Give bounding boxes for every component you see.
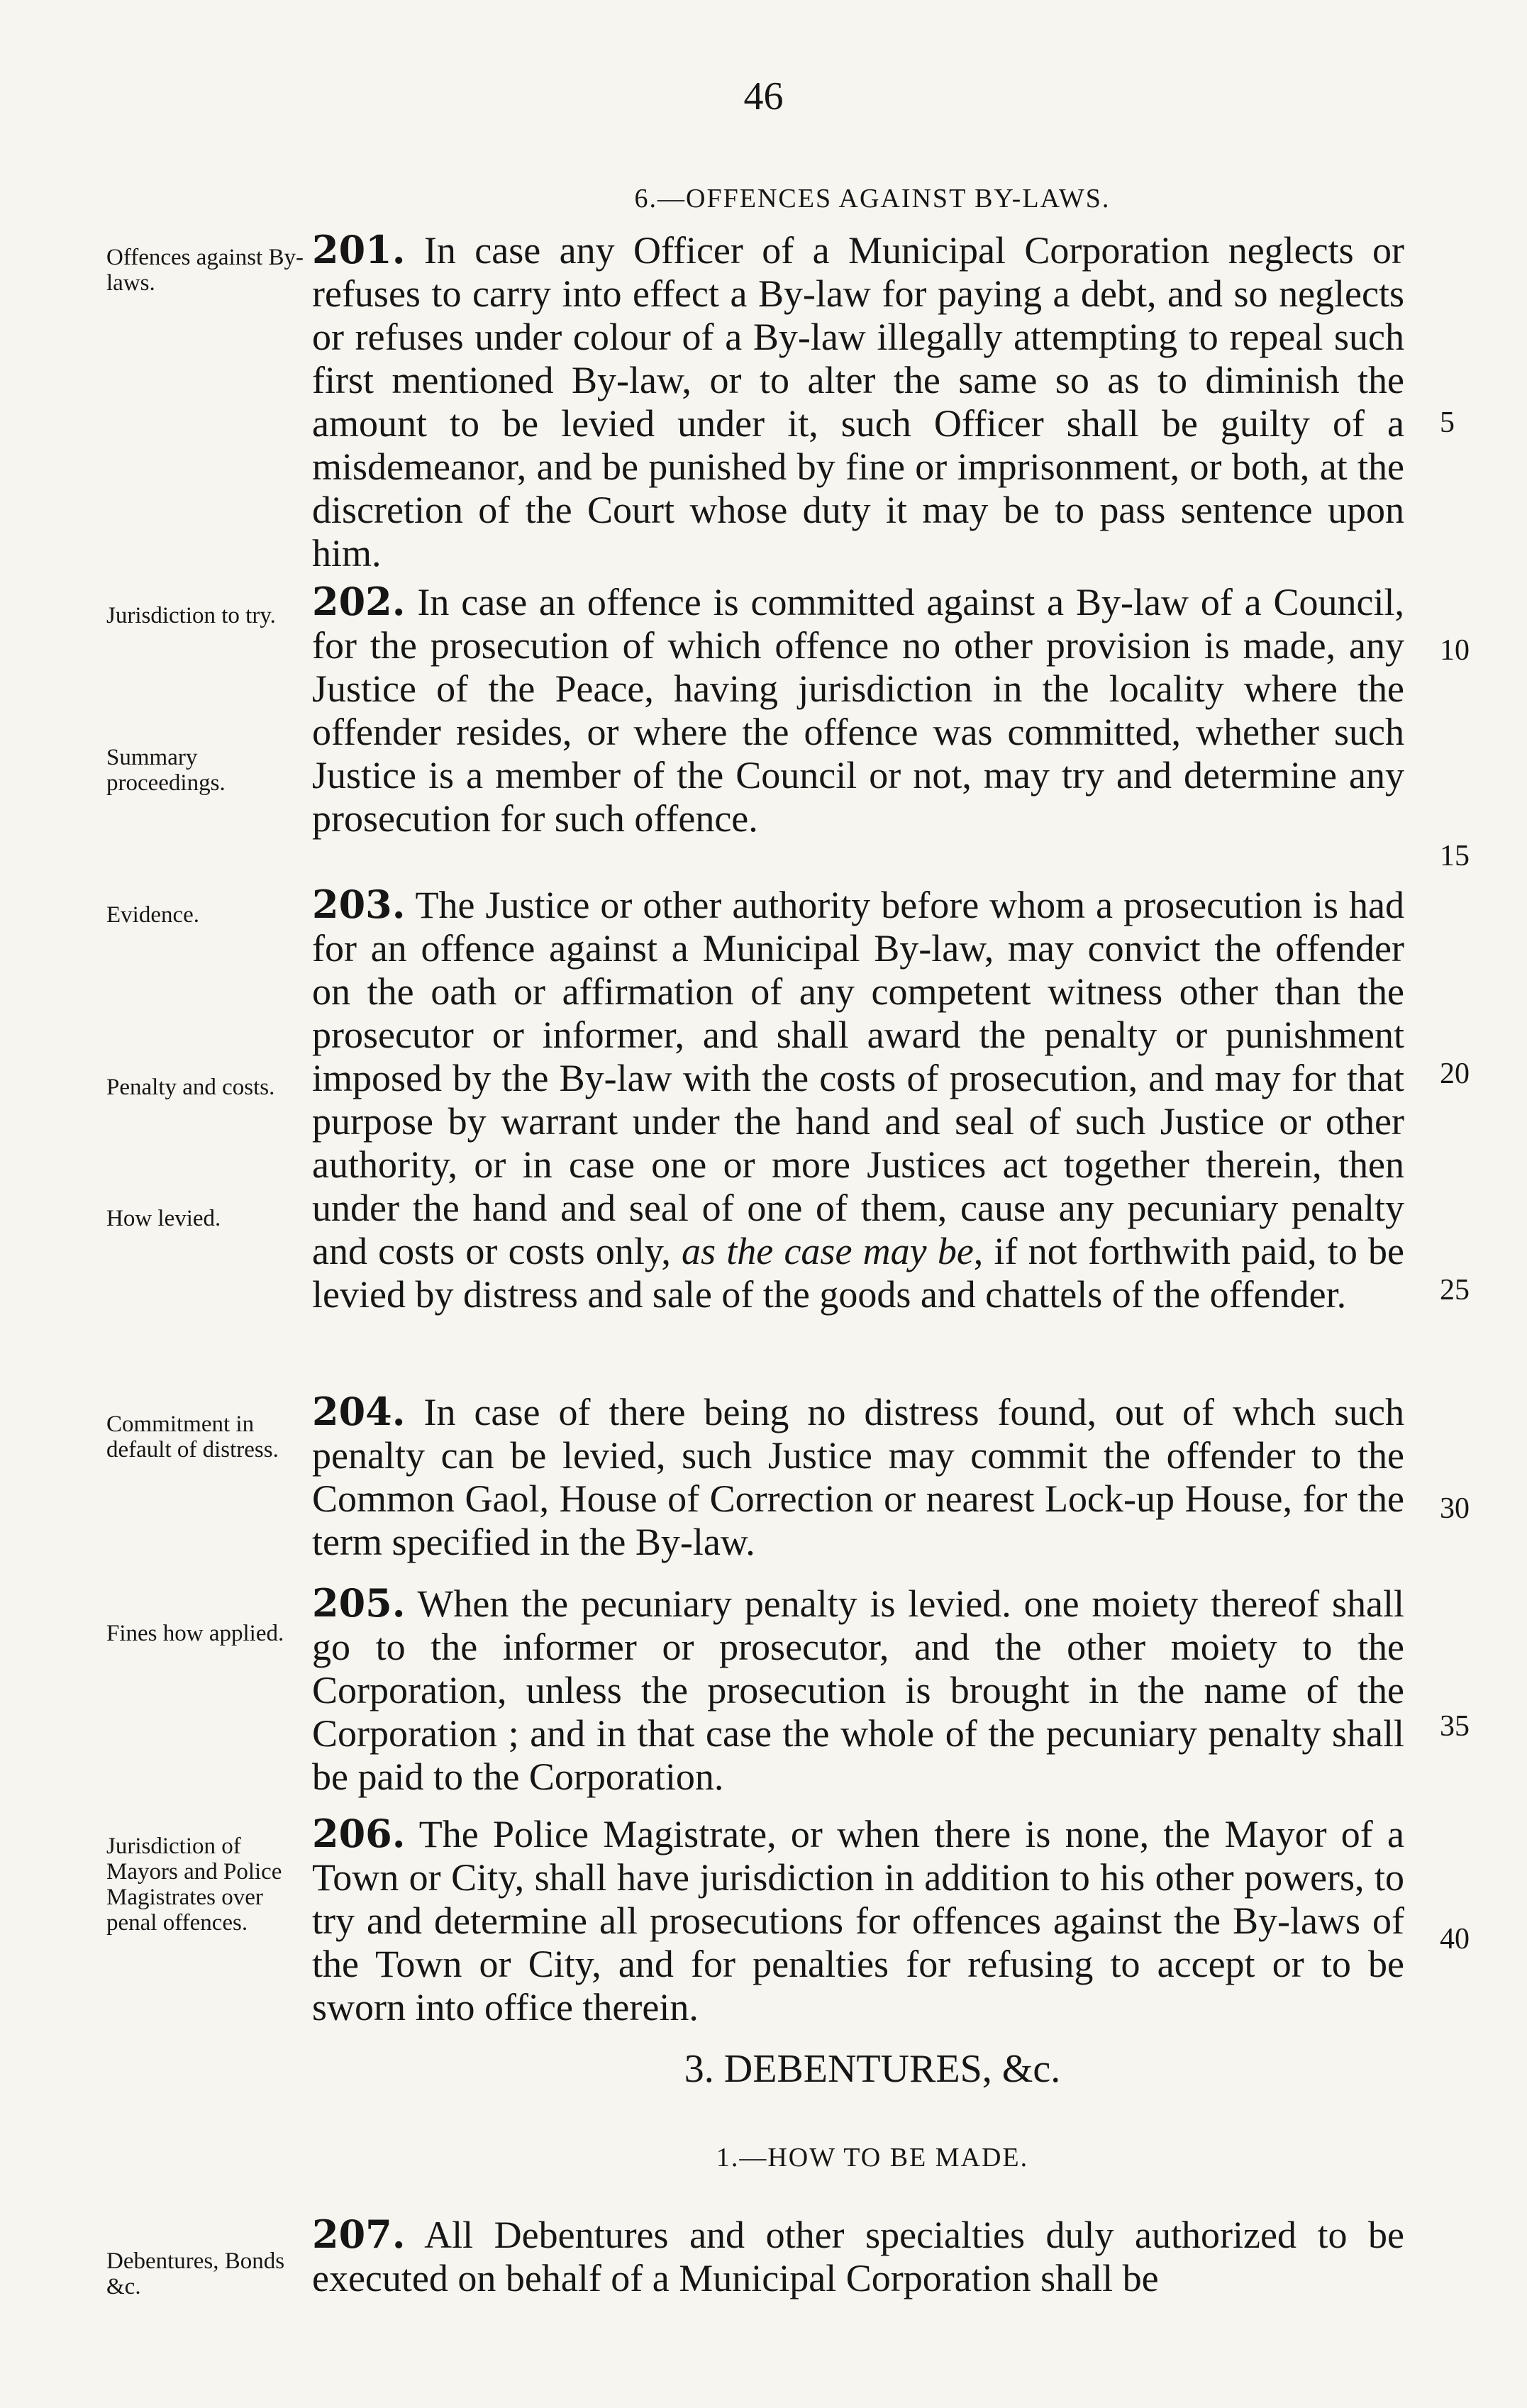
section-paragraph <box>312 580 1404 840</box>
margin-note: Jurisdiction of Mayors and Police Magistrates over penal offences. <box>106 1833 282 1936</box>
margin-note: Jurisdiction to try. <box>106 603 276 628</box>
section-text: In case an offence is committed against a By-law of a Council, for the prosecution of which offence no other provision is made, any Justice of the Peace, having jurisdiction in the locality where the offender resides, or where the offence was committed, whether such Justice is a member of the Council or not, may try and determine any prosecution for such offence. <box>312 581 1404 840</box>
section-paragraph <box>312 2213 1404 2300</box>
line-number: 15 <box>1440 840 1470 872</box>
line-number: 5 <box>1440 406 1455 439</box>
section-text: When the pecuniary penalty is levied. one moiety thereof shall go to the informer or prosecutor, and the other moiety to the Corporation, unless the prosecution is brought in the name of the Corporation ; and in that case the whole of the pecuniary penalty shall be paid to the Corporation. <box>312 1582 1404 1798</box>
margin-note: Summary proceedings. <box>106 745 226 796</box>
section-number: 207. <box>312 2212 406 2257</box>
margin-note: Fines how applied. <box>106 1621 284 1646</box>
section-text-italic: as the case may be <box>682 1230 974 1272</box>
section-paragraph <box>312 228 1404 575</box>
section-number: 206. <box>312 1811 406 1856</box>
section-text: , if not forthwith paid, to be levied by distress and sale of the goods and chattels of the offender. <box>312 1230 1405 1316</box>
section-paragraph <box>312 1390 1404 1564</box>
margin-note: Debentures, Bonds &c. <box>106 2248 285 2299</box>
section-heading-debentures: 3. DEBENTURES, &c. <box>684 2047 1061 2091</box>
margin-note: Commitment in default of distress. <box>106 1411 279 1463</box>
line-number: 30 <box>1440 1492 1470 1525</box>
section-paragraph <box>312 1812 1404 2029</box>
section-heading-how: 1.—HOW TO BE MADE. <box>716 2143 1029 2173</box>
line-number: 35 <box>1440 1710 1470 1743</box>
section-number: 205. <box>312 1580 406 1626</box>
line-number: 10 <box>1440 634 1470 667</box>
section-number: 202. <box>312 579 406 624</box>
margin-note: Offences against By-laws. <box>106 245 304 296</box>
section-number: 204. <box>312 1389 406 1434</box>
margin-note: Evidence. <box>106 902 200 928</box>
section-text: In case any Officer of a Municipal Corporation neglects or refuses to carry into effect a By-law for paying a debt, and so neglects or refuses under colour of a By-law illegally attempting to repeal such first mentioned By-law, or to alter the same so as to diminish the amount to be levied under it, such Officer shall be guilty of a misdemeanor, and be punished by fine or imprisonment, or both, at the discretion of the Court whose duty it may be to pass sentence upon him. <box>312 229 1404 575</box>
section-text: All Debentures and other specialties duly authorized to be executed on behalf of a Municipal Corporation shall be <box>312 2214 1404 2299</box>
section-number: 201. <box>312 227 406 272</box>
line-number: 40 <box>1440 1923 1470 1955</box>
section-paragraph <box>312 883 1404 1316</box>
section-paragraph <box>312 1582 1404 1799</box>
margin-note: How levied. <box>106 1206 221 1231</box>
line-number: 20 <box>1440 1058 1470 1090</box>
section-text: The Justice or other authority before whom a prosecution is had for an offence against a Municipal By-law, may convict the offender on the oath or affirmation of any competent witness other than the prosecutor or informer, and shall award the penalty or punishment imposed by the By-law with the costs of prosecution, and may for that purpose by warrant under the hand and seal of such Justice or other authority, or in case one or more Justices act together therein, then under the hand and seal of one of them, cause any pecuniary penalty and costs or costs only, <box>312 884 1404 1272</box>
section-text: In case of there being no distress found, out of whch such penalty can be levied, such Justice may commit the offender to the Common Gaol, House of Correction or nearest Lock-up House, for the term specified in the By-law. <box>312 1391 1404 1563</box>
margin-note: Penalty and costs. <box>106 1075 275 1100</box>
line-number: 25 <box>1440 1274 1470 1306</box>
section-heading-offences: 6.—OFFENCES AGAINST BY-LAWS. <box>634 184 1111 213</box>
section-number: 203. <box>312 882 406 927</box>
page-number: 46 <box>743 74 784 118</box>
section-text: The Police Magistrate, or when there is none, the Mayor of a Town or City, shall have jurisdiction in addition to his other powers, to try and determine all prosecutions for offences against the By-laws of the Town or City, and for penalties for refusing to accept or to be sworn into office therein. <box>312 1813 1404 2029</box>
